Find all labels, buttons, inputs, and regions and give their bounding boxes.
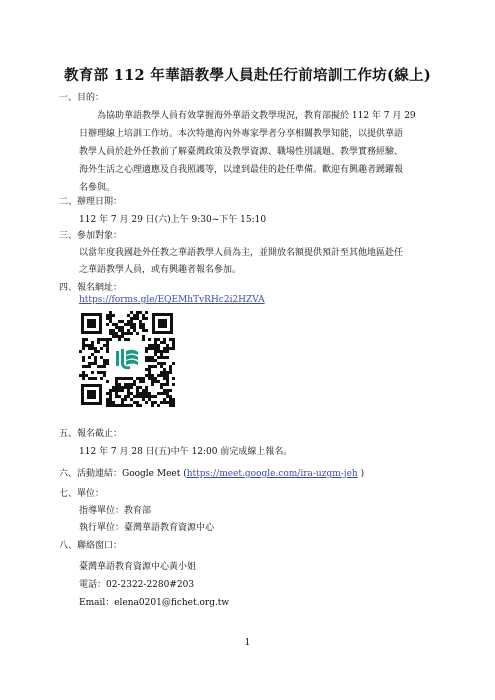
contact-phone: 電話：02-2322-2280#203 bbox=[79, 580, 195, 590]
audience-line-2: 之華語教學人員，或有興趣者報名參加。 bbox=[79, 265, 242, 275]
section-registration-heading: 四、報名網址： bbox=[59, 283, 123, 293]
registration-link[interactable]: https://forms.gle/EQEMhTvRHc2i2HZVA bbox=[79, 295, 265, 305]
executing-unit: 執行單位：臺灣華語教育資源中心 bbox=[79, 523, 215, 533]
purpose-line-2: 日辦理線上培訓工作坊。本次特邀海內外專家學者分享相關教學知能，以提供華語 bbox=[79, 129, 404, 139]
google-meet-link[interactable]: https://meet.google.com/ira-uzgm-jeh bbox=[186, 469, 358, 479]
event-date: 112 年 7 月 29 日(六)上午 9:30~下午 15:10 bbox=[79, 215, 267, 225]
contact-email[interactable]: Email：elena0201@fichet.org.tw bbox=[79, 598, 230, 608]
registration-qr-code bbox=[79, 311, 175, 407]
section-contact-heading: 八、聯絡窗口： bbox=[59, 541, 123, 551]
section-date-heading: 二、辦理日期： bbox=[59, 197, 123, 207]
section-purpose-heading: 一、目的： bbox=[59, 93, 105, 103]
registration-deadline: 112 年 7 月 28 日(五)中午 12:00 前完成線上報名。 bbox=[79, 447, 293, 457]
section-units-heading: 七、單位： bbox=[59, 489, 105, 499]
activity-link-prefix: 六、活動連結：Google Meet ( bbox=[59, 469, 187, 479]
contact-name: 臺灣華語教育資源中心黃小姐 bbox=[79, 562, 197, 572]
section-activity-link bbox=[59, 466, 364, 479]
guiding-unit: 指導單位：教育部 bbox=[79, 506, 152, 516]
purpose-line-4: 海外生活之心理適應及自我照護等，以達到最佳的赴任準備。歡迎有興趣者踴躍報 bbox=[79, 165, 404, 175]
purpose-line-1: 為協助華語教學人員有效掌握海外華語文教學現況，教育部擬於 112 年 7 月 29 bbox=[97, 111, 416, 121]
purpose-line-5: 名參與。 bbox=[79, 183, 116, 193]
document-title: 教育部 112 年華語教學人員赴任行前培訓工作坊(線上) bbox=[64, 67, 431, 84]
page-number: 1 bbox=[244, 638, 251, 648]
activity-link-suffix: ) bbox=[357, 469, 365, 479]
section-deadline-heading: 五、報名截止： bbox=[59, 429, 123, 439]
section-audience-heading: 三、參加對象： bbox=[59, 231, 123, 241]
audience-line-1: 以當年度我國赴外任教之華語教學人員為主，並開放名額提供預計至其他地區赴任 bbox=[79, 248, 404, 258]
purpose-line-3: 教學人員於赴外任教前了解臺灣政策及教學資源、職場性別議題、教學實務經驗、 bbox=[79, 147, 404, 157]
